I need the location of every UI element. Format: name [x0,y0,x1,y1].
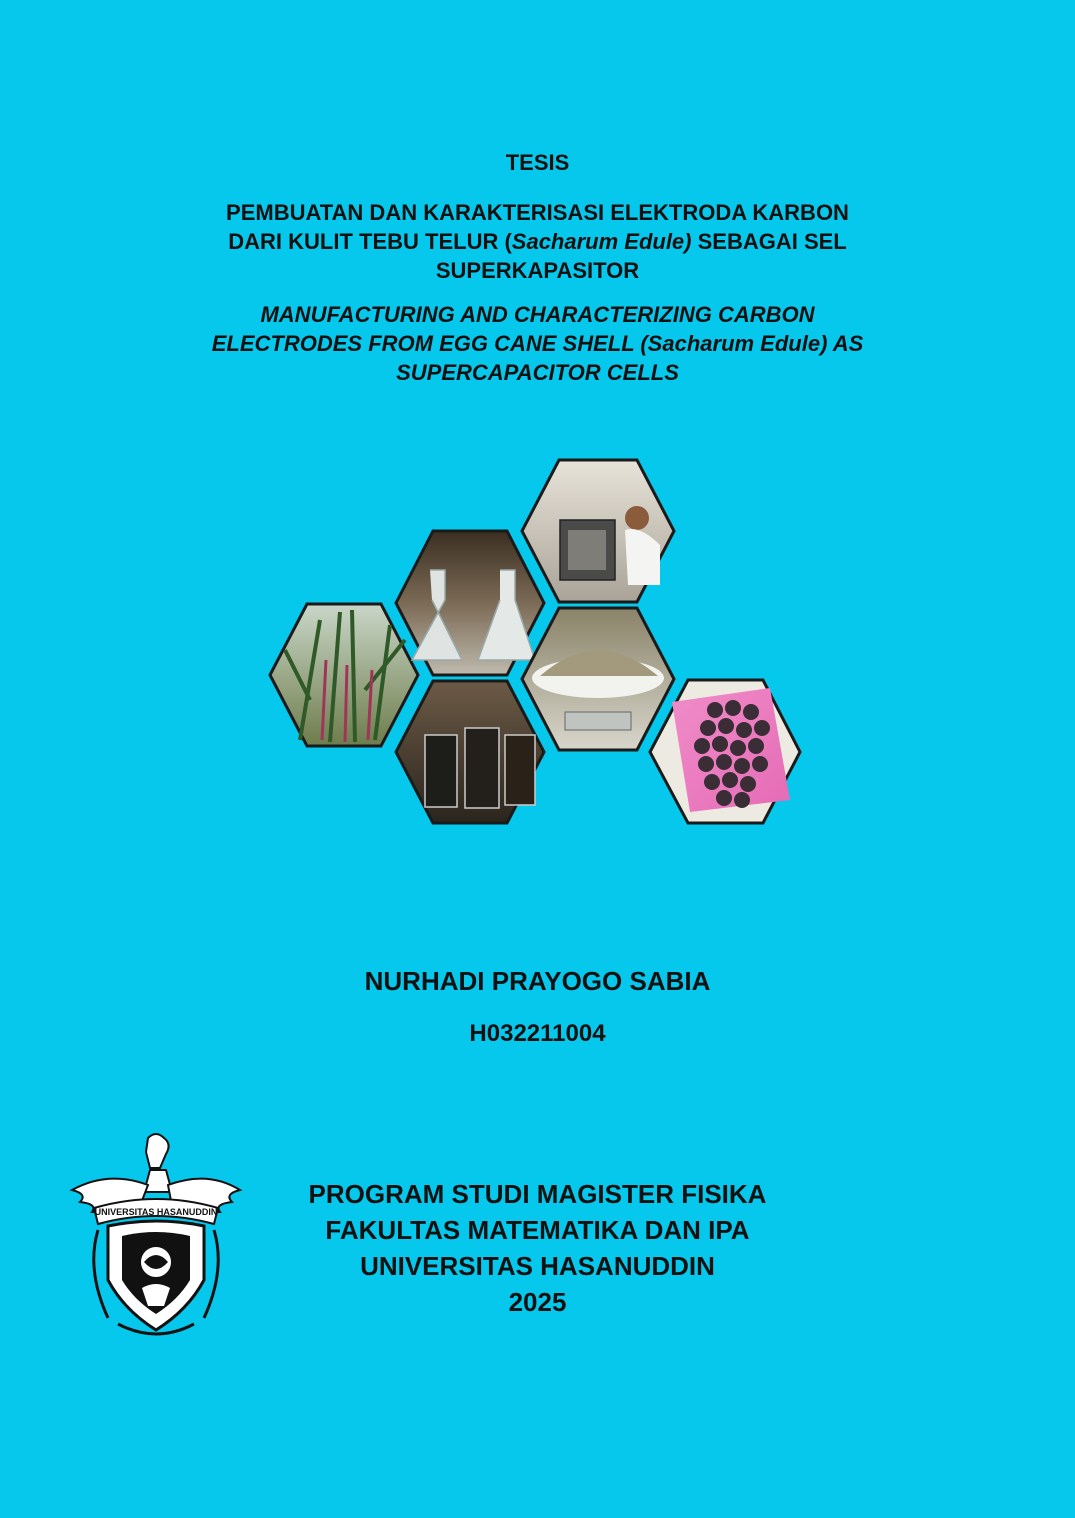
title-en-line1: MANUFACTURING AND CHARACTERIZING CARBON [260,302,815,327]
document-type: TESIS [505,150,570,175]
title-id-line2-b: SEBAGAI SEL [691,229,847,254]
flasks-photo [396,531,544,675]
university: UNIVERSITAS HASANUDDIN [360,1251,715,1281]
year: 2025 [508,1287,567,1317]
author-name: NURHADI PRAYOGO SABIA [364,966,711,996]
title-en-line3: SUPERCAPACITOR CELLS [396,360,679,385]
lab-researcher-photo [522,460,674,602]
title-id-line1: PEMBUATAN DAN KARAKTERISASI ELEKTRODA KARBON [226,200,849,225]
study-program: PROGRAM STUDI MAGISTER FISIKA [308,1179,767,1209]
logo-ribbon-text: UNIVERSITAS HASANUDDIN [94,1207,218,1217]
sugarcane-photo [270,604,418,746]
dark-beakers-photo [396,681,544,823]
carbon-powder-photo [522,608,674,750]
institution-block [0,1176,1075,1320]
faculty: FAKULTAS MATEMATIKA DAN IPA [325,1215,750,1245]
title-id-line2-a: DARI KULIT TEBU TELUR ( [228,229,512,254]
carbon-pellets-photo [650,680,800,823]
title-id-line3: SUPERKAPASITOR [435,258,640,283]
student-id: H032211004 [469,1020,606,1047]
title-en-line2: ELECTRODES FROM EGG CANE SHELL (Sacharum Edule) AS [211,331,864,356]
title-id-species: Sacharum Edule) [511,229,692,254]
